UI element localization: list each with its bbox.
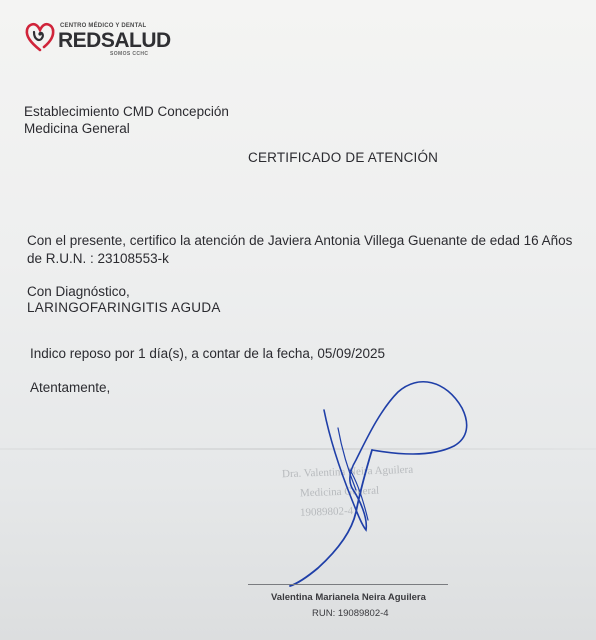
diagnosis-value: LARINGOFARINGITIS AGUDA <box>27 300 221 315</box>
specialty: Medicina General <box>24 121 130 136</box>
logo-brand: REDSALUD <box>58 29 171 52</box>
establishment-name: Establecimiento CMD Concepción <box>24 104 229 119</box>
certification-line-1: Con el presente, certifico la atención de Javiera Antonia Villega Guenante de edad 16 Años <box>27 233 573 248</box>
logo-top-text: CENTRO MÉDICO Y DENTAL <box>60 23 147 29</box>
document-title: CERTIFICADO DE ATENCIÓN <box>248 150 439 165</box>
certification-line-2: de R.U.N. : 23108553-k <box>27 251 169 266</box>
stamp-line-2: Medicina General <box>299 484 380 500</box>
closing-text: Atentamente, <box>30 380 111 395</box>
logo-subtitle: SOMOS CCHC <box>110 51 149 57</box>
stamp-line-3: 19089802-4 <box>299 505 354 519</box>
diagnosis-label: Con Diagnóstico, <box>27 284 130 299</box>
signer-name: Valentina Marianela Neira Aguilera <box>271 592 426 603</box>
signature-line <box>248 584 448 585</box>
rest-indication: Indico reposo por 1 día(s), a contar de la fecha, 05/09/2025 <box>30 346 385 361</box>
signer-run: RUN: 19089802-4 <box>312 608 389 619</box>
stamp-line-1: Dra. Valentina Neira Aguilera <box>281 463 414 481</box>
